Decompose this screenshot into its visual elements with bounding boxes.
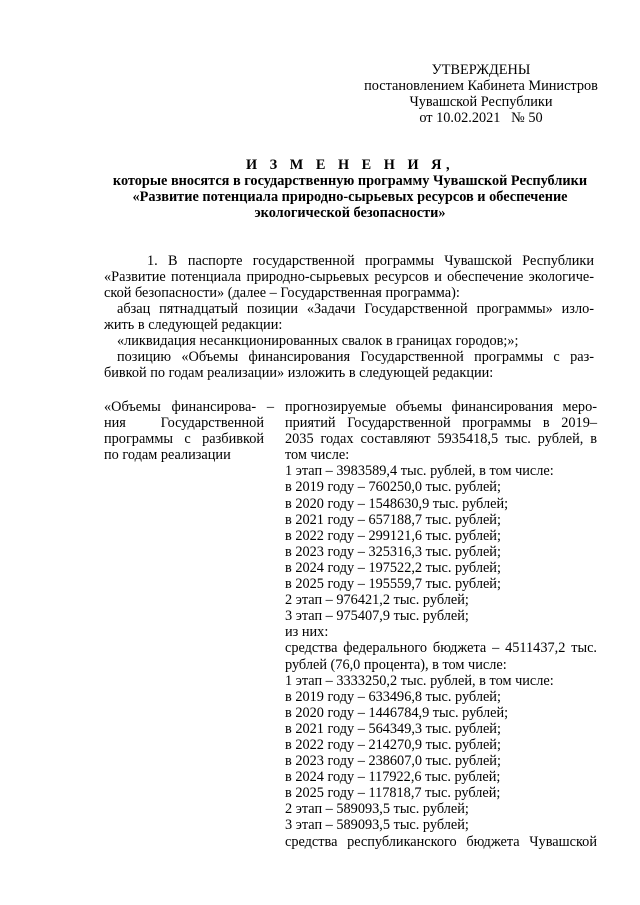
financing-value-column [285,399,597,850]
value-line: средства федерального бюджета – 4511437,2 тыс. [285,640,597,657]
value-line: 3 этап – 975407,9 тыс. рублей; [285,608,469,625]
document-heading [100,157,600,221]
value-line: 1 этап – 3333250,2 тыс. рублей, в том числе: [285,672,554,689]
heading-line: экологической безопасности» [254,205,446,221]
value-line: в 2019 году – 760250,0 тыс. рублей; [285,479,501,496]
paragraph-line: 1. В паспорте государственной программы Чувашской Республики [147,253,594,269]
value-line: в 2021 году – 657188,7 тыс. рублей; [285,511,501,528]
value-line: в 2021 году – 564349,3 тыс. рублей; [285,720,501,737]
value-line: в 2022 году – 214270,9 тыс. рублей; [285,736,501,753]
approval-line: Чувашской Республики [409,94,553,110]
label-line: «Объемы финансирова- – [104,399,274,415]
approval-title: УТВЕРЖДЕНЫ [431,62,531,78]
value-line: 2035 годах составляют 5935418,5 тыс. рублей, в [285,431,597,448]
value-line: в 2025 году – 195559,7 тыс. рублей; [285,576,501,593]
value-line: из них: [285,624,329,641]
value-line: 2 этап – 589093,5 тыс. рублей; [285,801,469,818]
value-line: 2 этап – 976421,2 тыс. рублей; [285,592,469,609]
value-line: средства республиканского бюджета Чувашской [285,833,597,850]
label-line: по годам реализации [104,447,231,464]
value-line: прогнозируемые объемы финансирования меро- [285,399,597,415]
value-line: 1 этап – 3983589,4 тыс. рублей, в том числе: [285,463,554,480]
paragraph-line: бивкой по годам реализации» изложить в следующей редакции: [104,365,494,381]
financing-label-column [104,399,274,463]
document-body [104,253,594,381]
heading-line: которые вносятся в государственную программу Чувашской Республики [112,173,588,189]
value-line: в 2020 году – 1548630,9 тыс. рублей; [285,495,509,512]
paragraph-line: «Развитие потенциала природно-сырьевых ресурсов и обеспечение экологиче- [104,269,594,285]
paragraph-line: позицию «Объемы финансирования Государственной программы с раз- [117,349,594,365]
value-line: в 2025 году – 117818,7 тыс. рублей; [285,785,501,802]
value-line: в 2023 году – 238607,0 тыс. рублей; [285,753,501,770]
approval-date: от 10.02.2021 № 50 [419,110,543,126]
approval-block [362,62,600,126]
value-line: в 2019 году – 633496,8 тыс. рублей; [285,688,501,705]
value-line: в 2023 году – 325316,3 тыс. рублей; [285,543,501,560]
value-line: в 2020 году – 1446784,9 тыс. рублей; [285,704,509,721]
paragraph-line: ской безопасности» (далее – Государственная программа): [104,285,460,301]
value-line: 3 этап – 589093,5 тыс. рублей; [285,817,469,834]
value-line: приятий Государственной программы в 2019– [285,415,597,432]
value-line: в 2024 году – 197522,2 тыс. рублей; [285,559,501,576]
paragraph-line: жить в следующей редакции: [104,317,283,333]
label-line: программы с разбивкой [104,431,264,448]
value-line: рублей (76,0 процента), в том числе: [285,656,507,673]
value-line: в 2024 году – 117922,6 тыс. рублей; [285,769,501,786]
value-line: в 2022 году – 299121,6 тыс. рублей; [285,527,501,544]
value-line: том числе: [285,447,350,464]
paragraph-line: абзац пятнадцатый позиции «Задачи Государственной программы» изло- [117,301,594,317]
paragraph-line: «ликвидация несанкционированных свалок в границах городов;»; [117,333,519,349]
heading-line: «Развитие потенциала природно-сырьевых ресурсов и обеспечение [132,189,568,205]
label-line: ния Государственной [104,415,264,432]
approval-line: постановлением Кабинета Министров [364,78,598,94]
heading-title: И З М Е Н Е Н И Я, [245,157,455,173]
